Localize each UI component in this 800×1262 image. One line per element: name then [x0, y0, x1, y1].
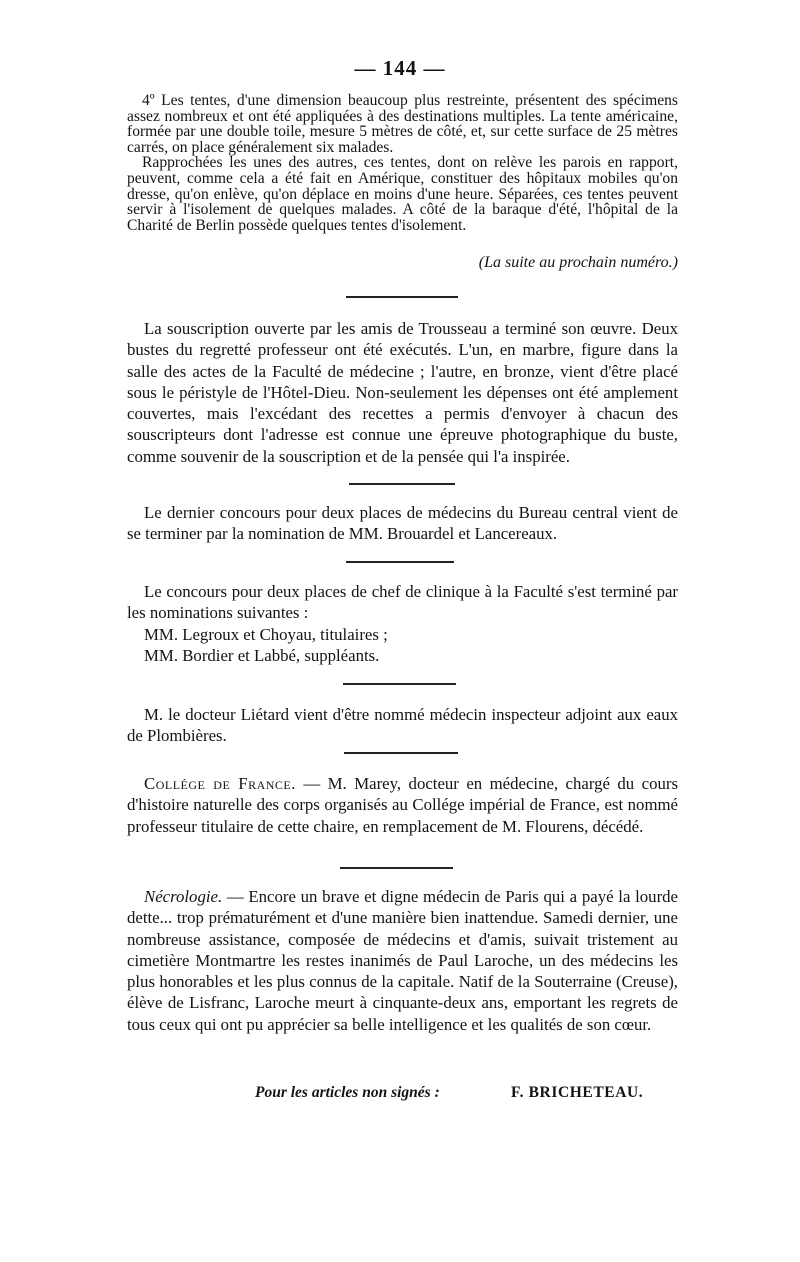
lietard-section	[127, 704, 678, 747]
college-text: — M. Marey, docteur en médecine, chargé du cours d'histoire naturelle des corps organisés au Collége impérial de France, est nommé professeur titulaire de cette chaire, en remplacement de M. Flourens, décédé.	[127, 774, 678, 836]
divider	[340, 867, 453, 869]
bureau-section	[127, 502, 678, 545]
divider	[344, 752, 458, 754]
signature-line	[255, 1084, 675, 1102]
necrologie-text: — Encore un brave et digne médecin de Paris qui a payé la lourde dette... trop prématurément et d'une manière bien inattendue. Samedi dernier, une nombreuse assistance, composée de médecins et d'amis, suivait tristement au cimetière Montmartre les restes inanimés de Paul Laroche, un des médecins les plus honorables et les plus connus de la capitale. Natif de la Souterraine (Creuse), élève de Lisfranc, Laroche meurt à cinquante-deux ans, emportant les regrets de tous ceux qui ont pu apprécier sa belle intelligence et les qualités de son cœur.	[127, 887, 678, 1034]
college-heading: Collége de France.	[144, 774, 296, 793]
divider	[346, 561, 454, 563]
clinique-section	[127, 581, 678, 666]
tents-paragraph-1: 4º Les tentes, d'une dimension beaucoup plus restreinte, présentent des spécimens assez nombreux et ont été appliquées à des destinations multiples. La tente américaine, formée par une double toile, mesure 5 mètres de côté, et, sur cette surface de 25 mètres carrés, on place généralement six malades.	[127, 92, 678, 156]
signature-label: Pour les articles non signés :	[255, 1084, 440, 1101]
necrologie-heading: Nécrologie.	[144, 887, 223, 906]
divider	[346, 296, 458, 298]
clinique-titulaires: MM. Legroux et Choyau, titulaires ;	[144, 624, 388, 644]
tents-paragraph-2: Rapprochées les unes des autres, ces tentes, dont on relève les parois en rapport, peuvent, comme cela a été fait en Amérique, constituer des hôpitaux mobiles qu'on dresse, qu'on enlève, qu'on déplace en moins d'une heure. Séparées, ces tentes peuvent servir à l'isolement de quelques malades. A côté de la baraque d'été, l'hôpital de la Charité de Berlin possède quelques tentes d'isolement.	[127, 154, 678, 234]
trousseau-section	[127, 318, 678, 467]
bureau-paragraph: Le dernier concours pour deux places de médecins du Bureau central vient de se terminer par la nomination de MM. Brouardel et Lancereaux.	[127, 503, 678, 544]
clinique-intro: Le concours pour deux places de chef de clinique à la Faculté s'est terminé par les nominations suivantes :	[127, 582, 678, 623]
college-paragraph	[127, 773, 678, 837]
necrologie-paragraph	[127, 886, 678, 1035]
clinique-suppleants: MM. Bordier et Labbé, suppléants.	[144, 645, 380, 665]
trousseau-paragraph: La souscription ouverte par les amis de Trousseau a terminé son œuvre. Deux bustes du regretté professeur ont été exécutés. L'un, en marbre, figure dans la salle des actes de la Faculté de médecine ; l'autre, en bronze, vient d'être placé sous le péristyle de l'Hôtel-Dieu. Non-seulement les dépenses ont été amplement couvertes, mais l'excédant des recettes a permis d'envoyer à chacun des souscripteurs dont l'adresse est connue une épreuve photographique du buste, comme souvenir de la souscription et de la pensée qui l'a inspirée.	[127, 319, 678, 466]
continued-note: (La suite au prochain numéro.)	[478, 254, 678, 271]
divider	[343, 683, 456, 685]
college-section	[127, 773, 678, 837]
tents-section	[127, 93, 678, 233]
lietard-paragraph: M. le docteur Liétard vient d'être nommé médecin inspecteur adjoint aux eaux de Plombières.	[127, 705, 678, 746]
page-number: — 144 —	[354, 56, 446, 80]
signature-name: F. BRICHETEAU.	[511, 1084, 644, 1101]
necrologie-section	[127, 886, 678, 1035]
divider	[349, 483, 455, 485]
